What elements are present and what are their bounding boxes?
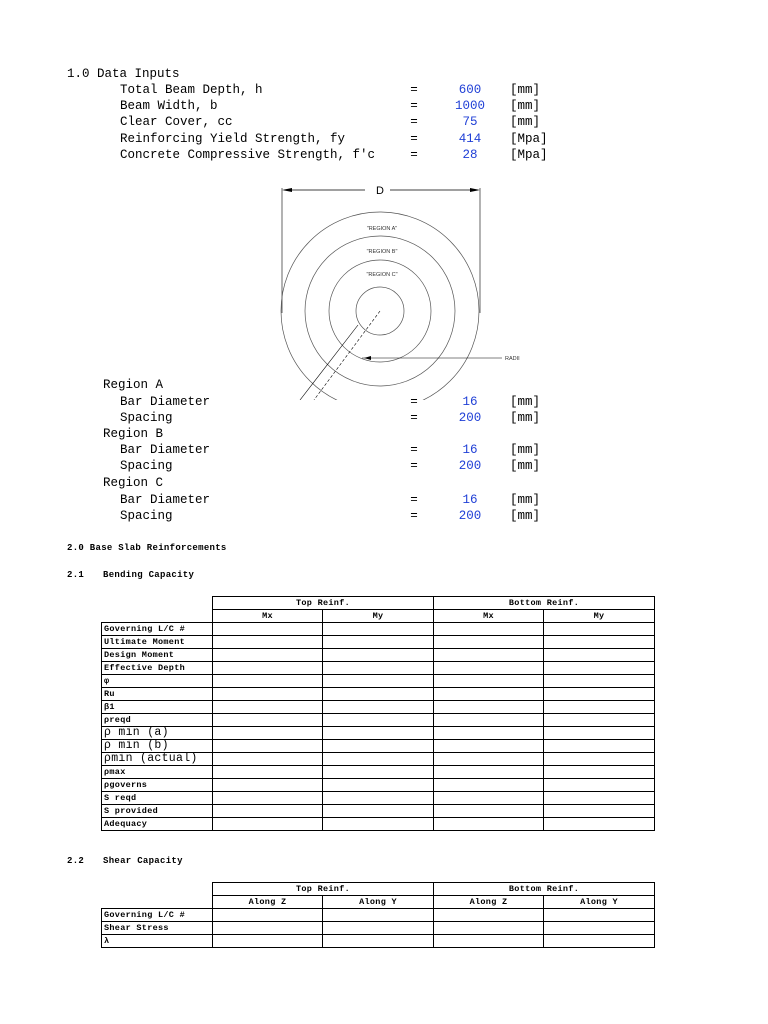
shear-capacity-table (101, 882, 655, 948)
table-cell[interactable] (323, 909, 434, 922)
region-a-title: Region A (103, 378, 164, 392)
input-unit: [Mpa] (510, 132, 548, 146)
table-row (102, 935, 655, 948)
bar-diameter-value[interactable]: 16 (462, 395, 478, 409)
equals-sign: = (410, 411, 418, 425)
table-row (102, 805, 655, 818)
row-label: ρmin (actual) (102, 753, 213, 766)
input-unit: [mm] (510, 83, 541, 97)
equals-sign: = (410, 115, 418, 129)
table-cell[interactable] (213, 727, 323, 740)
row-label: Shear Stress (102, 922, 213, 935)
bar-diameter-value[interactable]: 16 (462, 493, 478, 507)
table-cell[interactable] (323, 727, 434, 740)
input-label: Concrete Compressive Strength, f'c (120, 148, 376, 162)
input-value[interactable]: 1000 (454, 99, 485, 113)
equals-sign: = (410, 459, 418, 473)
input-unit: [mm] (510, 99, 541, 113)
table-cell[interactable] (434, 792, 544, 805)
table-cell[interactable] (323, 766, 434, 779)
table-cell[interactable] (434, 662, 544, 675)
bar-diameter-unit: [mm] (510, 395, 541, 409)
table-cell[interactable] (323, 623, 434, 636)
col-header-along-y: Along Y (544, 896, 655, 909)
table-row (102, 636, 655, 649)
arrow-right-icon (470, 188, 480, 192)
row-label: Ru (102, 688, 213, 701)
table-cell[interactable] (434, 779, 544, 792)
table-cell[interactable] (544, 623, 655, 636)
table-cell[interactable] (213, 818, 323, 831)
radius-line-outer (314, 311, 380, 400)
region-c-label: "REGION C" (366, 272, 398, 278)
spacing-label: Spacing (120, 509, 173, 523)
group-header-top-reinf: Top Reinf. (213, 597, 434, 610)
input-value[interactable]: 414 (458, 132, 482, 146)
shear-section-title: Shear Capacity (103, 856, 183, 866)
table-cell[interactable] (544, 922, 655, 935)
table-cell[interactable] (213, 636, 323, 649)
col-header-along-z: Along Z (213, 896, 323, 909)
table-cell[interactable] (323, 805, 434, 818)
table-row (102, 818, 655, 831)
input-label: Reinforcing Yield Strength, fy (120, 132, 346, 146)
spacing-unit: [mm] (510, 459, 541, 473)
bending-capacity-table (101, 596, 655, 831)
row-label: ρreqd (102, 714, 213, 727)
spacing-value[interactable]: 200 (458, 411, 482, 425)
input-value[interactable]: 28 (462, 148, 478, 162)
table-cell[interactable] (323, 922, 434, 935)
row-label: Effective Depth (102, 662, 213, 675)
row-label: φ (102, 675, 213, 688)
region-a-label: "REGION A" (366, 226, 398, 232)
bending-table-body (102, 623, 655, 831)
table-cell[interactable] (544, 779, 655, 792)
table-cell[interactable] (323, 688, 434, 701)
spacing-value[interactable]: 200 (458, 509, 482, 523)
table-cell[interactable] (213, 805, 323, 818)
col-header-my: My (544, 610, 655, 623)
table-row (102, 688, 655, 701)
group-header-bottom-reinf: Bottom Reinf. (434, 883, 655, 896)
table-row (102, 662, 655, 675)
bar-diameter-label: Bar Diameter (120, 443, 211, 457)
table-cell[interactable] (213, 688, 323, 701)
table-row (102, 779, 655, 792)
row-label: β1 (102, 701, 213, 714)
equals-sign: = (410, 83, 418, 97)
table-cell[interactable] (213, 792, 323, 805)
table-cell[interactable] (213, 922, 323, 935)
radius-line-inner (300, 325, 358, 400)
spacing-value[interactable]: 200 (458, 459, 482, 473)
table-cell[interactable] (213, 909, 323, 922)
table-row (102, 727, 655, 740)
table-cell[interactable] (544, 688, 655, 701)
circular-regions-diagram (270, 178, 530, 400)
row-label: ρgoverns (102, 779, 213, 792)
table-cell[interactable] (213, 714, 323, 727)
table-cell[interactable] (434, 714, 544, 727)
table-cell[interactable] (434, 727, 544, 740)
table-cell[interactable] (544, 701, 655, 714)
input-unit: [Mpa] (510, 148, 548, 162)
equals-sign: = (410, 493, 418, 507)
input-label: Beam Width, b (120, 99, 218, 113)
input-unit: [mm] (510, 115, 541, 129)
table-cell[interactable] (544, 805, 655, 818)
table-row (102, 792, 655, 805)
row-label: Governing L/C # (102, 623, 213, 636)
table-row (102, 753, 655, 766)
table-cell[interactable] (544, 662, 655, 675)
table-cell[interactable] (544, 818, 655, 831)
table-cell[interactable] (434, 818, 544, 831)
table-cell[interactable] (213, 766, 323, 779)
bending-section-number: 2.1 (67, 570, 85, 580)
table-cell[interactable] (323, 753, 434, 766)
bar-diameter-label: Bar Diameter (120, 395, 211, 409)
table-cell[interactable] (434, 675, 544, 688)
spacing-unit: [mm] (510, 411, 541, 425)
table-cell[interactable] (544, 792, 655, 805)
row-label: ρ min (b) (102, 740, 213, 753)
col-header-my: My (323, 610, 434, 623)
equals-sign: = (410, 99, 418, 113)
spacing-label: Spacing (120, 459, 173, 473)
table-cell[interactable] (434, 701, 544, 714)
row-label: S reqd (102, 792, 213, 805)
table-row (102, 714, 655, 727)
table-row (102, 740, 655, 753)
bar-diameter-value[interactable]: 16 (462, 443, 478, 457)
group-header-bottom-reinf: Bottom Reinf. (434, 597, 655, 610)
table-cell[interactable] (434, 688, 544, 701)
spacing-unit: [mm] (510, 509, 541, 523)
table-row (102, 701, 655, 714)
table-cell[interactable] (213, 675, 323, 688)
row-label: ρmax (102, 766, 213, 779)
table-cell[interactable] (323, 662, 434, 675)
row-label: S provided (102, 805, 213, 818)
table-row (102, 623, 655, 636)
row-label: Ultimate Moment (102, 636, 213, 649)
table-cell[interactable] (434, 649, 544, 662)
table-cell[interactable] (544, 935, 655, 948)
table-cell[interactable] (434, 909, 544, 922)
table-cell[interactable] (213, 779, 323, 792)
table-cell[interactable] (323, 740, 434, 753)
table-cell[interactable] (544, 740, 655, 753)
shear-table-body (102, 909, 655, 948)
section-2-title: 2.0 Base Slab Reinforcements (67, 543, 227, 553)
region-b-label: "REGION B" (366, 249, 398, 255)
row-label: Governing L/C # (102, 909, 213, 922)
input-value[interactable]: 600 (458, 83, 482, 97)
col-header-mx: Mx (434, 610, 544, 623)
table-cell[interactable] (213, 935, 323, 948)
table-row (102, 922, 655, 935)
table-row (102, 766, 655, 779)
table-cell[interactable] (213, 623, 323, 636)
arrow-left-icon (282, 188, 292, 192)
table-cell[interactable] (323, 675, 434, 688)
table-cell[interactable] (323, 714, 434, 727)
bar-diameter-unit: [mm] (510, 443, 541, 457)
table-cell[interactable] (434, 935, 544, 948)
region-b-title: Region B (103, 427, 164, 441)
bar-diameter-unit: [mm] (510, 493, 541, 507)
table-cell[interactable] (544, 766, 655, 779)
table-cell[interactable] (544, 649, 655, 662)
table-cell[interactable] (323, 792, 434, 805)
region-c-title: Region C (103, 476, 164, 490)
col-header-along-y: Along Y (323, 896, 434, 909)
equals-sign: = (410, 395, 418, 409)
table-row (102, 675, 655, 688)
input-label: Clear Cover, cc (120, 115, 233, 129)
dimension-label-d: D (376, 185, 384, 197)
table-cell[interactable] (434, 805, 544, 818)
input-label: Total Beam Depth, h (120, 83, 263, 97)
shear-section-number: 2.2 (67, 856, 85, 866)
equals-sign: = (410, 148, 418, 162)
equals-sign: = (410, 132, 418, 146)
table-cell[interactable] (434, 922, 544, 935)
table-cell[interactable] (213, 649, 323, 662)
table-cell[interactable] (434, 623, 544, 636)
table-cell[interactable] (544, 753, 655, 766)
row-label: Adequacy (102, 818, 213, 831)
table-cell[interactable] (544, 636, 655, 649)
table-cell[interactable] (544, 727, 655, 740)
table-cell[interactable] (323, 649, 434, 662)
table-cell[interactable] (434, 740, 544, 753)
spacing-label: Spacing (120, 411, 173, 425)
table-row (102, 909, 655, 922)
bar-diameter-label: Bar Diameter (120, 493, 211, 507)
table-cell[interactable] (544, 675, 655, 688)
table-cell[interactable] (323, 636, 434, 649)
table-cell[interactable] (544, 714, 655, 727)
table-cell[interactable] (213, 701, 323, 714)
table-cell[interactable] (323, 701, 434, 714)
table-cell[interactable] (213, 662, 323, 675)
table-cell[interactable] (213, 740, 323, 753)
table-cell[interactable] (434, 766, 544, 779)
table-cell[interactable] (323, 935, 434, 948)
bending-section-title: Bending Capacity (103, 570, 195, 580)
group-header-top-reinf: Top Reinf. (213, 883, 434, 896)
input-value[interactable]: 75 (462, 115, 478, 129)
table-cell[interactable] (323, 818, 434, 831)
row-label: λ (102, 935, 213, 948)
table-cell[interactable] (544, 909, 655, 922)
col-header-along-z: Along Z (434, 896, 544, 909)
table-row (102, 649, 655, 662)
table-cell[interactable] (213, 753, 323, 766)
col-header-mx: Mx (213, 610, 323, 623)
equals-sign: = (410, 509, 418, 523)
row-label: ρ min (a) (102, 727, 213, 740)
outer-circle (281, 212, 479, 400)
radius-label: RADII (505, 356, 520, 362)
section-1-title: 1.0 Data Inputs (67, 67, 180, 81)
table-cell[interactable] (434, 753, 544, 766)
table-cell[interactable] (323, 779, 434, 792)
equals-sign: = (410, 443, 418, 457)
row-label: Design Moment (102, 649, 213, 662)
table-cell[interactable] (434, 636, 544, 649)
